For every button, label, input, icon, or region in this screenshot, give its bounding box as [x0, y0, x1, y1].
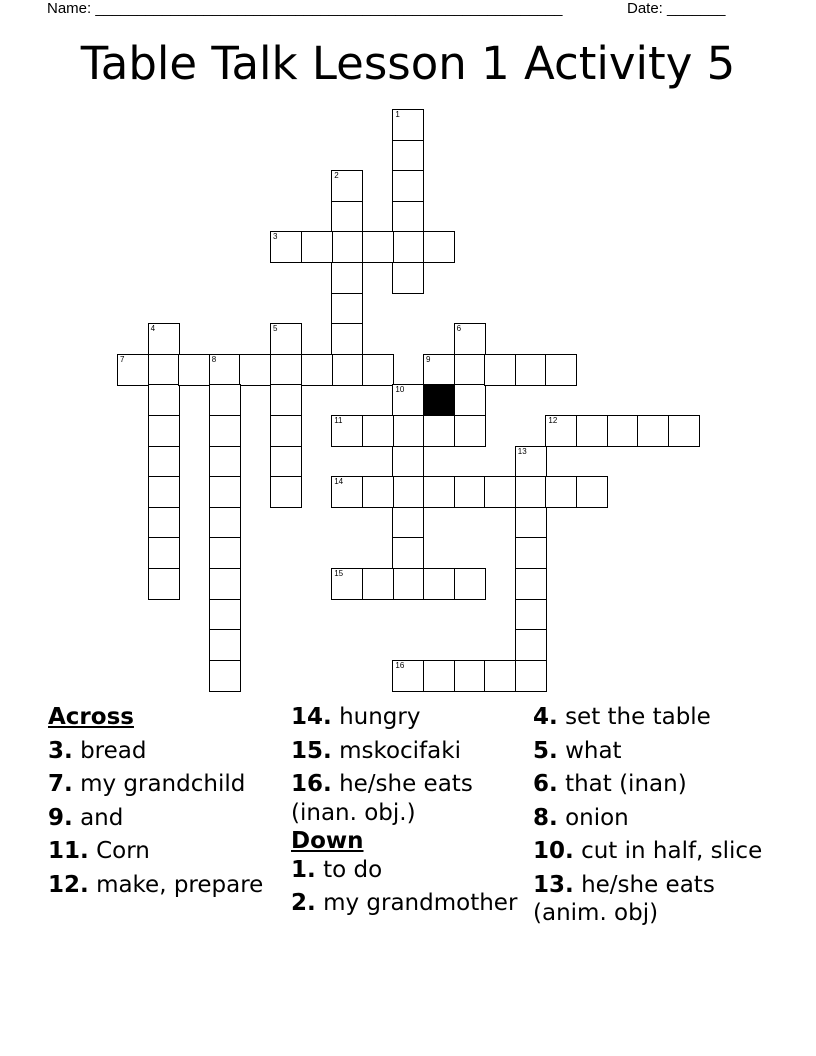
clue-down-5 [533, 737, 773, 766]
clue-text: hungry [339, 704, 421, 730]
cell-number: 14 [334, 477, 344, 487]
grid-cell[interactable] [270, 476, 302, 508]
cell-number: 6 [456, 324, 462, 334]
grid-cell[interactable] [392, 170, 424, 202]
grid-cell[interactable] [209, 507, 241, 539]
grid-cell[interactable] [515, 354, 547, 386]
clue-number: 9. [48, 804, 73, 831]
grid-cell[interactable] [148, 354, 180, 386]
grid-cell[interactable] [454, 354, 486, 386]
clue-number: 12. [48, 871, 89, 898]
grid-cell[interactable] [392, 140, 424, 172]
cell-number: 8 [211, 354, 217, 364]
date-field[interactable]: Date: _______ [627, 0, 726, 17]
grid-cell[interactable] [331, 568, 363, 600]
grid-cell[interactable] [362, 354, 394, 386]
grid-cell[interactable] [576, 476, 608, 508]
clue-column-1 [48, 703, 276, 899]
grid-cell[interactable] [362, 568, 394, 600]
grid-cell[interactable] [270, 231, 302, 263]
cell-number: 16 [395, 660, 405, 670]
clue-number: 13. [533, 871, 574, 898]
grid-cell[interactable] [423, 354, 455, 386]
grid-cell[interactable] [515, 446, 547, 478]
grid-cell[interactable] [454, 476, 486, 508]
grid-cell[interactable] [607, 415, 639, 447]
grid-cell[interactable] [239, 354, 271, 386]
cell-number: 4 [150, 324, 156, 334]
grid-cell[interactable] [576, 415, 608, 447]
clue-across-11 [48, 837, 276, 866]
clue-across-7 [48, 770, 276, 799]
black-cell [423, 384, 455, 416]
grid-cell[interactable] [392, 446, 424, 478]
clue-column-3 [533, 703, 773, 928]
cell-number: 7 [120, 354, 125, 364]
clue-number: 3. [48, 737, 73, 764]
clue-number: 16. [291, 771, 332, 797]
grid-cell[interactable] [392, 660, 424, 692]
clue-text: he/she eats (anim. obj) [533, 871, 715, 926]
clue-across-9 [48, 804, 276, 833]
cell-number: 2 [334, 171, 339, 181]
grid-cell[interactable] [148, 507, 180, 539]
clue-number: 2. [291, 890, 316, 916]
grid-cell[interactable] [209, 415, 241, 447]
clue-text: onion [565, 804, 629, 831]
grid-cell[interactable] [423, 415, 455, 447]
cell-number: 10 [395, 385, 405, 395]
grid-cell[interactable] [270, 415, 302, 447]
grid-cell[interactable] [515, 660, 547, 692]
grid-cell[interactable] [545, 476, 577, 508]
grid-cell[interactable] [515, 629, 547, 661]
clue-number: 15. [291, 737, 332, 764]
cell-number: 3 [273, 232, 278, 242]
grid-cell[interactable] [392, 231, 424, 263]
grid-cell[interactable] [454, 384, 486, 416]
down-heading: Down [291, 828, 364, 854]
clue-text: mskocifaki [339, 737, 461, 764]
grid-cell[interactable] [209, 568, 241, 600]
grid-cell[interactable] [515, 476, 547, 508]
page-title: Table Talk Lesson 1 Activity 5 [80, 37, 736, 90]
clue-column-2 [291, 703, 521, 918]
grid-cell[interactable] [515, 568, 547, 600]
clue-number: 10. [533, 838, 574, 864]
grid-cell[interactable] [301, 231, 333, 263]
cell-number: 13 [517, 446, 527, 456]
clue-across-16 [291, 770, 521, 827]
grid-cell[interactable] [209, 660, 241, 692]
clue-across-15 [291, 737, 521, 766]
grid-cell[interactable] [331, 262, 363, 294]
grid-cell[interactable] [301, 354, 333, 386]
clue-down-10 [533, 837, 773, 866]
grid-cell[interactable] [270, 323, 302, 355]
cell-number: 11 [334, 416, 343, 425]
grid-cell[interactable] [331, 170, 363, 202]
grid-cell[interactable] [331, 354, 363, 386]
grid-cell[interactable] [484, 476, 516, 508]
grid-cell[interactable] [392, 201, 424, 233]
clue-text: set the table [565, 704, 711, 730]
grid-cell[interactable] [270, 384, 302, 416]
clue-down-2 [291, 889, 521, 918]
grid-cell[interactable] [392, 476, 424, 508]
clue-text: and [80, 804, 124, 831]
grid-cell[interactable] [423, 231, 455, 263]
grid-cell[interactable] [209, 384, 241, 416]
grid-cell[interactable] [209, 476, 241, 508]
grid-cell[interactable] [362, 415, 394, 447]
clue-down-8 [533, 804, 773, 833]
clue-across-12 [48, 871, 276, 900]
grid-cell[interactable] [209, 599, 241, 631]
grid-cell[interactable] [331, 293, 363, 325]
clue-number: 11. [48, 838, 89, 864]
clue-text: that (inan) [565, 771, 687, 797]
grid-cell[interactable] [331, 323, 363, 355]
cell-number: 12 [548, 416, 558, 425]
clue-number: 4. [533, 704, 558, 730]
cell-number: 5 [273, 324, 278, 334]
grid-cell[interactable] [545, 415, 577, 447]
grid-cell[interactable] [423, 568, 455, 600]
grid-cell[interactable] [178, 354, 210, 386]
grid-cell[interactable] [392, 262, 424, 294]
clue-text: my grandchild [80, 771, 246, 797]
clue-text: bread [80, 737, 147, 764]
grid-cell[interactable] [117, 354, 149, 386]
grid-cell[interactable] [148, 568, 180, 600]
grid-cell[interactable] [362, 231, 394, 263]
grid-cell[interactable] [362, 476, 394, 508]
grid-cell[interactable] [392, 537, 424, 569]
clue-text: Corn [96, 838, 150, 864]
clue-text: make, prepare [96, 871, 264, 898]
clue-down-6 [533, 770, 773, 799]
grid-cell[interactable] [270, 354, 302, 386]
grid-cell[interactable] [331, 201, 363, 233]
clue-text: my grandmother [323, 890, 518, 916]
clue-number: 6. [533, 771, 558, 797]
clue-text: he/she eats (inan. obj.) [291, 771, 473, 826]
grid-cell[interactable] [515, 537, 547, 569]
clue-down-13 [533, 871, 773, 928]
cell-number: 9 [426, 354, 431, 364]
clue-number: 14. [291, 704, 332, 730]
grid-cell[interactable] [148, 384, 180, 416]
grid-cell[interactable] [423, 660, 455, 692]
grid-cell[interactable] [148, 476, 180, 508]
grid-cell[interactable] [209, 354, 241, 386]
grid-cell[interactable] [515, 507, 547, 539]
grid-cell[interactable] [331, 415, 363, 447]
name-field[interactable]: Name: ________________________________________________________ [47, 0, 563, 17]
grid-cell[interactable] [392, 415, 424, 447]
grid-cell[interactable] [270, 446, 302, 478]
clue-text: cut in half, slice [581, 838, 763, 864]
clue-down-4 [533, 703, 773, 732]
grid-cell[interactable] [637, 415, 669, 447]
grid-cell[interactable] [209, 446, 241, 478]
grid-cell[interactable] [148, 446, 180, 478]
grid-cell[interactable] [454, 415, 486, 447]
clue-text: to do [323, 856, 383, 883]
cell-number: 15 [334, 569, 344, 578]
cell-number: 1 [395, 110, 400, 119]
grid-cell[interactable] [331, 231, 363, 263]
grid-cell[interactable] [209, 537, 241, 569]
clue-number: 1. [291, 856, 316, 883]
grid-cell[interactable] [392, 384, 424, 416]
grid-cell[interactable] [454, 323, 486, 355]
clue-text: what [565, 737, 622, 764]
grid-cell[interactable] [423, 476, 455, 508]
grid-cell[interactable] [392, 507, 424, 539]
clue-number: 7. [48, 771, 73, 797]
grid-cell[interactable] [454, 568, 486, 600]
grid-cell[interactable] [209, 629, 241, 661]
clue-number: 5. [533, 737, 558, 764]
grid-cell[interactable] [148, 323, 180, 355]
clue-down-1 [291, 856, 521, 885]
grid-cell[interactable] [484, 354, 516, 386]
grid-cell[interactable] [148, 537, 180, 569]
grid-cell[interactable] [331, 476, 363, 508]
grid-cell[interactable] [392, 568, 424, 600]
grid-cell[interactable] [515, 599, 547, 631]
clue-number: 8. [533, 804, 558, 831]
grid-cell[interactable] [392, 109, 424, 141]
grid-cell[interactable] [668, 415, 700, 447]
grid-cell[interactable] [484, 660, 516, 692]
grid-cell[interactable] [545, 354, 577, 386]
clue-across-3 [48, 737, 276, 766]
clue-across-14 [291, 703, 521, 732]
grid-cell[interactable] [148, 415, 180, 447]
grid-cell[interactable] [454, 660, 486, 692]
across-heading: Across [48, 704, 134, 730]
